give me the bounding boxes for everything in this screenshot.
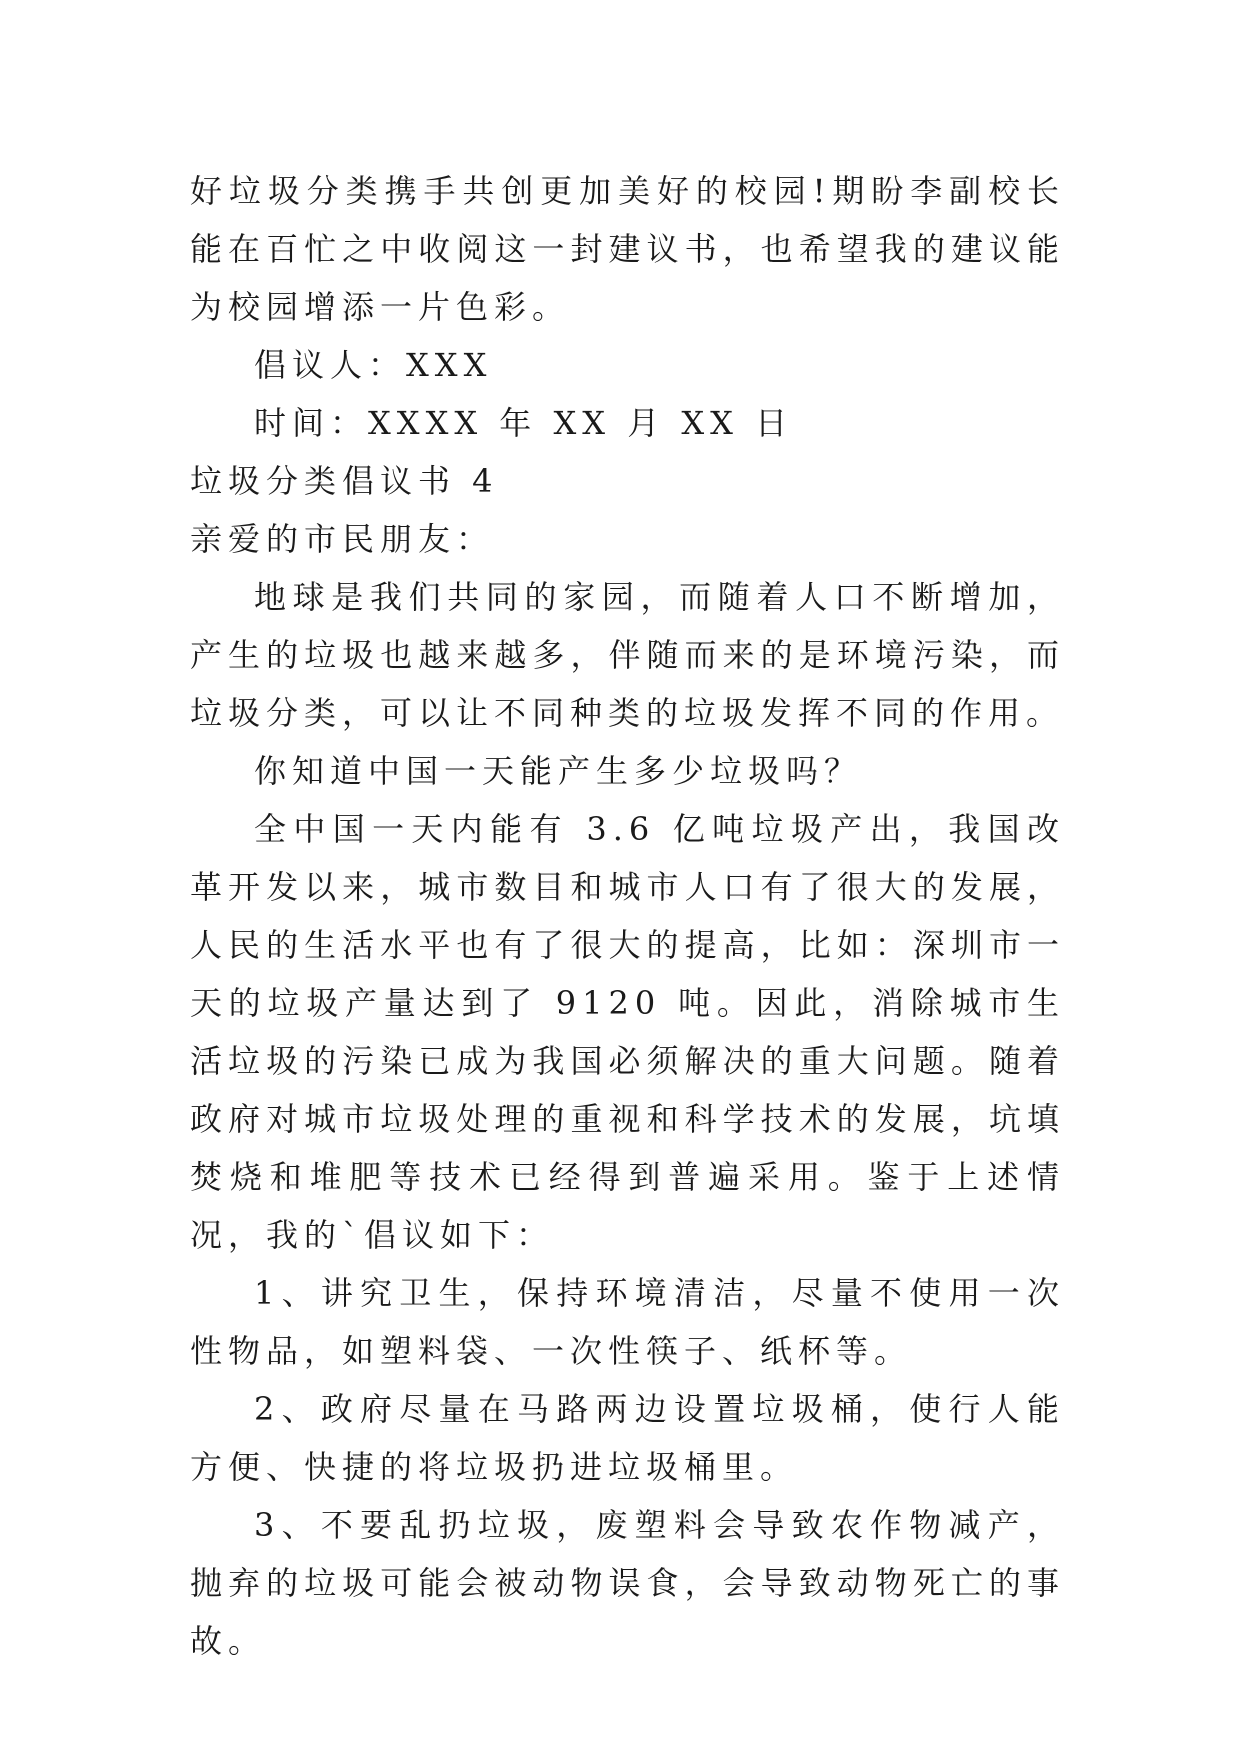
proposer-line: 倡议人：XXX [254,346,493,384]
salutation: 亲爱的市民朋友： [190,520,495,558]
paragraph-question: 你知道中国一天能产生多少垃圾吗？ [254,752,863,790]
paragraph-intro: 地球是我们共同的家园，而随着人口不断增加，产生的垃圾也越来越多，伴随而来的是环境污染，而垃圾分类，可以让不同种类的垃圾发挥不同的作用。 [190,578,1065,732]
proposal-item-1: 1、讲究卫生，保持环境清洁，尽量不使用一次性物品，如塑料袋、一次性筷子、纸杯等。 [190,1274,1065,1370]
proposal-item-3: 3、不要乱扔垃圾，废塑料会导致农作物减产，抛弃的垃圾可能会被动物误食，会导致动物死亡的事故。 [190,1506,1065,1660]
paragraph-closing-request: 好垃圾分类携手共创更加美好的校园!期盼李副校长能在百忙之中收阅这一封建议书，也希望我的建议能为校园增添一片色彩。 [190,172,1065,326]
paragraph-statistics: 全中国一天内能有 3.6 亿吨垃圾产出，我国改革开发以来，城市数目和城市人口有了很大的发展，人民的生活水平也有了很大的提高，比如：深圳市一天的垃圾产量达到了 9120 吨。因此，消除城市生活垃圾的污染已成为我国必须解决的重大问题。随着政府对城市垃圾处理的重视和科学技术的发展，坑填焚烧和堆肥等技术已经得到普遍采用。鉴于上述情况，我的`倡议如下： [190,810,1065,1254]
document-body [190,162,1065,1670]
date-line: 时间：XXXX 年 XX 月 XX 日 [254,404,794,442]
section-title: 垃圾分类倡议书 4 [190,462,499,500]
proposal-item-2: 2、政府尽量在马路两边设置垃圾桶，使行人能方便、快捷的将垃圾扔进垃圾桶里。 [190,1390,1065,1486]
